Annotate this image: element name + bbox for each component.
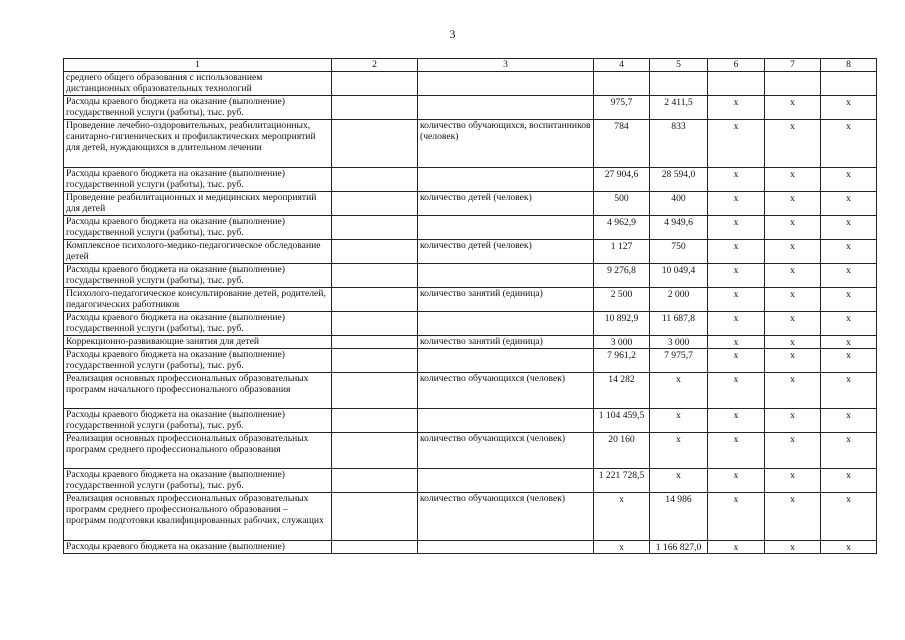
column2-cell bbox=[332, 493, 418, 541]
table-row bbox=[64, 288, 877, 312]
table-row bbox=[64, 312, 877, 336]
value-col7-cell: х bbox=[765, 120, 821, 168]
value-col7-cell: х bbox=[765, 96, 821, 120]
indicator-cell: количество детей (человек) bbox=[418, 192, 594, 216]
value-col4-cell: 500 bbox=[594, 192, 650, 216]
table-row bbox=[64, 240, 877, 264]
column-header: 3 bbox=[418, 59, 594, 72]
column-header: 2 bbox=[332, 59, 418, 72]
indicator-cell bbox=[418, 168, 594, 192]
description-cell: Реализация основных профессиональных образовательных программ начального профессионального образования bbox=[64, 373, 332, 409]
budget-table bbox=[63, 58, 877, 554]
indicator-cell bbox=[418, 72, 594, 96]
column2-cell bbox=[332, 373, 418, 409]
value-col5-cell: 750 bbox=[650, 240, 708, 264]
description-cell: Проведение лечебно-оздоровительных, реабилитационных, санитарно-гигиенических и профилактических мероприятий для детей, нуждающихся в длительном лечении bbox=[64, 120, 332, 168]
table-row bbox=[64, 192, 877, 216]
value-col8-cell: х bbox=[821, 336, 877, 349]
column-header: 1 bbox=[64, 59, 332, 72]
value-col8-cell: х bbox=[821, 469, 877, 493]
value-col8-cell: х bbox=[821, 288, 877, 312]
table-row bbox=[64, 216, 877, 240]
value-col8-cell: х bbox=[821, 312, 877, 336]
description-cell: Реализация основных профессиональных образовательных программ среднего профессионального образования bbox=[64, 433, 332, 469]
value-col7-cell: х bbox=[765, 541, 821, 554]
value-col4-cell: 1 127 bbox=[594, 240, 650, 264]
description-cell: Комплексное психолого-медико-педагогическое обследование детей bbox=[64, 240, 332, 264]
column2-cell bbox=[332, 433, 418, 469]
value-col4-cell: 27 904,6 bbox=[594, 168, 650, 192]
page-number: 3 bbox=[449, 27, 456, 41]
column2-cell bbox=[332, 336, 418, 349]
column2-cell bbox=[332, 216, 418, 240]
table-row bbox=[64, 373, 877, 409]
indicator-cell: количество обучающихся, воспитанников (человек) bbox=[418, 120, 594, 168]
value-col5-cell: 1 166 827,0 bbox=[650, 541, 708, 554]
value-col4-cell: 1 221 728,5 bbox=[594, 469, 650, 493]
value-col5-cell bbox=[650, 72, 708, 96]
value-col4-cell: 1 104 459,5 bbox=[594, 409, 650, 433]
value-col8-cell: х bbox=[821, 349, 877, 373]
value-col7-cell: х bbox=[765, 349, 821, 373]
column2-cell bbox=[332, 192, 418, 216]
value-col8-cell: х bbox=[821, 541, 877, 554]
value-col6-cell: х bbox=[708, 288, 765, 312]
value-col6-cell: х bbox=[708, 469, 765, 493]
indicator-cell bbox=[418, 96, 594, 120]
indicator-cell: количество детей (человек) bbox=[418, 240, 594, 264]
value-col4-cell: 784 bbox=[594, 120, 650, 168]
value-col7-cell: х bbox=[765, 469, 821, 493]
indicator-cell bbox=[418, 409, 594, 433]
value-col8-cell: х bbox=[821, 493, 877, 541]
value-col6-cell: х bbox=[708, 433, 765, 469]
indicator-cell bbox=[418, 469, 594, 493]
indicator-cell bbox=[418, 216, 594, 240]
value-col5-cell: 10 049,4 bbox=[650, 264, 708, 288]
description-cell: Коррекционно-развивающие занятия для детей bbox=[64, 336, 332, 349]
value-col7-cell: х bbox=[765, 216, 821, 240]
value-col7-cell: х bbox=[765, 373, 821, 409]
column2-cell bbox=[332, 264, 418, 288]
column2-cell bbox=[332, 409, 418, 433]
value-col4-cell: 7 961,2 bbox=[594, 349, 650, 373]
value-col7-cell: х bbox=[765, 240, 821, 264]
value-col5-cell: 7 975,7 bbox=[650, 349, 708, 373]
table-row bbox=[64, 493, 877, 541]
description-cell: Расходы краевого бюджета на оказание (выполнение) государственной услуги (работы), тыс. руб. bbox=[64, 216, 332, 240]
value-col4-cell: 14 282 bbox=[594, 373, 650, 409]
value-col4-cell: 9 276,8 bbox=[594, 264, 650, 288]
description-cell: Расходы краевого бюджета на оказание (выполнение) государственной услуги (работы), тыс. руб. bbox=[64, 469, 332, 493]
value-col8-cell: х bbox=[821, 433, 877, 469]
value-col4-cell: 4 962,9 bbox=[594, 216, 650, 240]
description-cell: Проведение реабилитационных и медицинских мероприятий для детей bbox=[64, 192, 332, 216]
value-col6-cell: х bbox=[708, 192, 765, 216]
value-col4-cell: х bbox=[594, 541, 650, 554]
value-col6-cell: х bbox=[708, 349, 765, 373]
column2-cell bbox=[332, 469, 418, 493]
value-col6-cell: х bbox=[708, 120, 765, 168]
value-col6-cell: х bbox=[708, 373, 765, 409]
column-header: 6 bbox=[708, 59, 765, 72]
value-col8-cell: х bbox=[821, 240, 877, 264]
description-cell: Реализация основных профессиональных образовательных программ среднего профессионального образования – программ подготовки квалифицированных рабочих, служащих bbox=[64, 493, 332, 541]
value-col6-cell: х bbox=[708, 264, 765, 288]
column2-cell bbox=[332, 168, 418, 192]
value-col6-cell: х bbox=[708, 493, 765, 541]
table-row bbox=[64, 72, 877, 96]
table-row bbox=[64, 96, 877, 120]
column-header: 5 bbox=[650, 59, 708, 72]
indicator-cell bbox=[418, 541, 594, 554]
table-row bbox=[64, 409, 877, 433]
value-col6-cell: х bbox=[708, 312, 765, 336]
description-cell: Расходы краевого бюджета на оказание (выполнение) государственной услуги (работы), тыс. руб. bbox=[64, 264, 332, 288]
value-col4-cell bbox=[594, 72, 650, 96]
value-col4-cell: х bbox=[594, 493, 650, 541]
value-col6-cell: х bbox=[708, 216, 765, 240]
indicator-cell bbox=[418, 349, 594, 373]
table-row bbox=[64, 469, 877, 493]
value-col8-cell: х bbox=[821, 409, 877, 433]
value-col4-cell: 2 500 bbox=[594, 288, 650, 312]
description-cell: Расходы краевого бюджета на оказание (выполнение) государственной услуги (работы), тыс. руб. bbox=[64, 168, 332, 192]
value-col5-cell: 400 bbox=[650, 192, 708, 216]
table-row bbox=[64, 120, 877, 168]
value-col6-cell: х bbox=[708, 409, 765, 433]
value-col6-cell: х bbox=[708, 336, 765, 349]
value-col7-cell bbox=[765, 72, 821, 96]
indicator-cell: количество занятий (единица) bbox=[418, 336, 594, 349]
column2-cell bbox=[332, 72, 418, 96]
indicator-cell bbox=[418, 264, 594, 288]
value-col5-cell: 3 000 bbox=[650, 336, 708, 349]
description-cell: Расходы краевого бюджета на оказание (выполнение) государственной услуги (работы), тыс. руб. bbox=[64, 349, 332, 373]
value-col8-cell: х bbox=[821, 264, 877, 288]
table-row bbox=[64, 541, 877, 554]
column2-cell bbox=[332, 541, 418, 554]
column2-cell bbox=[332, 120, 418, 168]
budget-table-container bbox=[63, 58, 876, 554]
column-header: 7 bbox=[765, 59, 821, 72]
value-col8-cell: х bbox=[821, 96, 877, 120]
description-cell: Расходы краевого бюджета на оказание (выполнение) государственной услуги (работы), тыс. руб. bbox=[64, 409, 332, 433]
table-body bbox=[64, 72, 877, 554]
value-col8-cell: х bbox=[821, 373, 877, 409]
value-col5-cell: 2 000 bbox=[650, 288, 708, 312]
column-header: 4 bbox=[594, 59, 650, 72]
value-col7-cell: х bbox=[765, 409, 821, 433]
value-col8-cell: х bbox=[821, 168, 877, 192]
value-col5-cell: 28 594,0 bbox=[650, 168, 708, 192]
description-cell: Расходы краевого бюджета на оказание (выполнение) bbox=[64, 541, 332, 554]
value-col8-cell: х bbox=[821, 192, 877, 216]
value-col8-cell: х bbox=[821, 216, 877, 240]
column2-cell bbox=[332, 312, 418, 336]
value-col5-cell: 833 bbox=[650, 120, 708, 168]
description-cell: Психолого-педагогическое консультирование детей, родителей, педагогических работников bbox=[64, 288, 332, 312]
value-col6-cell: х bbox=[708, 168, 765, 192]
description-cell: Расходы краевого бюджета на оказание (выполнение) государственной услуги (работы), тыс. руб. bbox=[64, 312, 332, 336]
indicator-cell: количество обучающихся (человек) bbox=[418, 373, 594, 409]
table-row bbox=[64, 433, 877, 469]
value-col5-cell: х bbox=[650, 373, 708, 409]
value-col4-cell: 20 160 bbox=[594, 433, 650, 469]
table-row bbox=[64, 264, 877, 288]
value-col5-cell: 2 411,5 bbox=[650, 96, 708, 120]
value-col4-cell: 975,7 bbox=[594, 96, 650, 120]
value-col7-cell: х bbox=[765, 264, 821, 288]
value-col7-cell: х bbox=[765, 312, 821, 336]
table-row bbox=[64, 349, 877, 373]
table-row bbox=[64, 168, 877, 192]
value-col6-cell: х bbox=[708, 240, 765, 264]
value-col5-cell: 11 687,8 bbox=[650, 312, 708, 336]
value-col8-cell bbox=[821, 72, 877, 96]
column-number-row bbox=[64, 59, 877, 72]
value-col7-cell: х bbox=[765, 192, 821, 216]
description-cell: среднего общего образования с использованием дистанционных образовательных технологий bbox=[64, 72, 332, 96]
column2-cell bbox=[332, 288, 418, 312]
value-col7-cell: х bbox=[765, 433, 821, 469]
value-col5-cell: х bbox=[650, 409, 708, 433]
description-cell: Расходы краевого бюджета на оказание (выполнение) государственной услуги (работы), тыс. руб. bbox=[64, 96, 332, 120]
value-col6-cell: х bbox=[708, 541, 765, 554]
value-col7-cell: х bbox=[765, 288, 821, 312]
value-col4-cell: 10 892,9 bbox=[594, 312, 650, 336]
value-col5-cell: х bbox=[650, 469, 708, 493]
indicator-cell bbox=[418, 312, 594, 336]
indicator-cell: количество обучающихся (человек) bbox=[418, 433, 594, 469]
value-col7-cell: х bbox=[765, 336, 821, 349]
value-col7-cell: х bbox=[765, 168, 821, 192]
indicator-cell: количество обучающихся (человек) bbox=[418, 493, 594, 541]
indicator-cell: количество занятий (единица) bbox=[418, 288, 594, 312]
column2-cell bbox=[332, 96, 418, 120]
value-col6-cell: х bbox=[708, 96, 765, 120]
value-col7-cell: х bbox=[765, 493, 821, 541]
value-col8-cell: х bbox=[821, 120, 877, 168]
value-col6-cell bbox=[708, 72, 765, 96]
column2-cell bbox=[332, 349, 418, 373]
value-col5-cell: 4 949,6 bbox=[650, 216, 708, 240]
value-col4-cell: 3 000 bbox=[594, 336, 650, 349]
column2-cell bbox=[332, 240, 418, 264]
value-col5-cell: 14 986 bbox=[650, 493, 708, 541]
value-col5-cell: х bbox=[650, 433, 708, 469]
table-row bbox=[64, 336, 877, 349]
column-header: 8 bbox=[821, 59, 877, 72]
